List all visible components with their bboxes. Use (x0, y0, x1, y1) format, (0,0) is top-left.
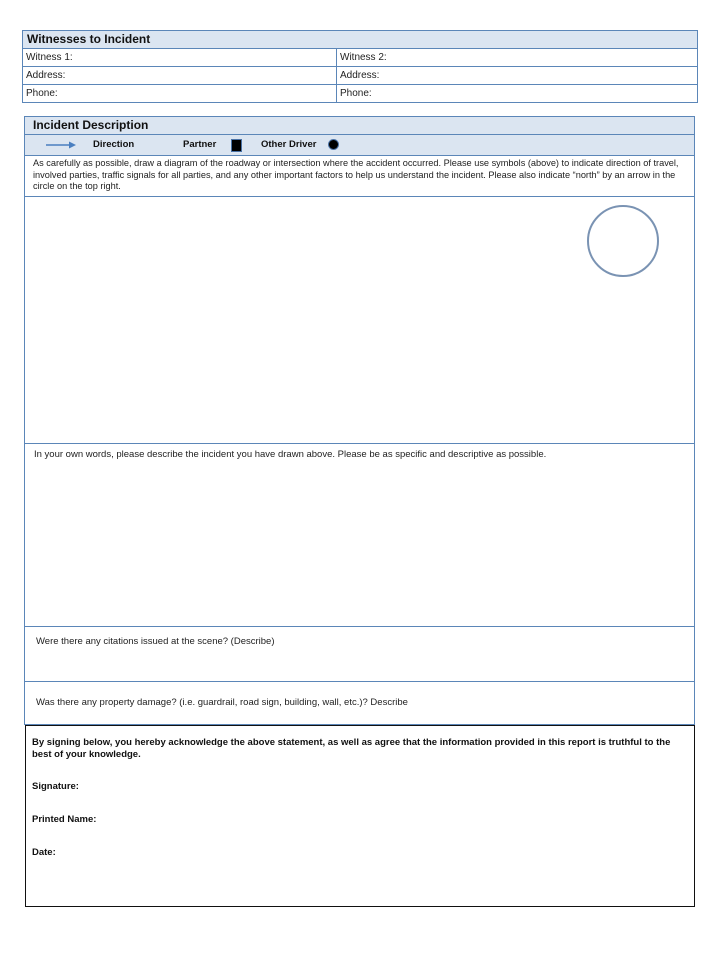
incident-description-section (24, 116, 695, 725)
date-field[interactable]: Date: (32, 847, 56, 858)
witness-name-row (23, 49, 697, 67)
witnesses-section (22, 30, 698, 103)
incident-title: Incident Description (25, 117, 694, 135)
witnesses-title: Witnesses to Incident (23, 31, 697, 49)
witness-address-row (23, 67, 697, 85)
narrative-prompt: In your own words, please describe the incident you have drawn above. Please be as specific and descriptive as possible. (34, 449, 547, 460)
legend-direction-label: Direction (93, 139, 135, 150)
citations-prompt: Were there any citations issued at the scene? (Describe) (36, 636, 275, 647)
witness2-field[interactable]: Witness 2: (340, 52, 387, 63)
diagram-drawing-area[interactable] (25, 197, 694, 444)
witness2-phone-field[interactable]: Phone: (340, 88, 372, 99)
circle-icon (328, 139, 339, 150)
diagram-instructions: As carefully as possible, draw a diagram of the roadway or intersection where the accident occurred. Please use symbols (above) to indicate direction of travel, involved parties, traffic signals for all parties, and any other important factors to help us understand the incident. Please also indicate “north” by an arrow in the circle on the top right. (25, 156, 694, 197)
acknowledgement-text: By signing below, you hereby acknowledge the above statement, as well as agree that the information provided in this report is truthful to the best of your knowledge. (32, 737, 671, 760)
legend-other-driver-label: Other Driver (261, 139, 317, 150)
legend-partner-label: Partner (183, 139, 217, 150)
witness-phone-row (23, 85, 697, 102)
signature-field[interactable]: Signature: (32, 781, 79, 792)
witness1-address-field[interactable]: Address: (23, 67, 337, 84)
witness1-field[interactable]: Witness 1: (23, 49, 337, 66)
property-damage-field[interactable] (25, 682, 694, 727)
square-icon (231, 139, 242, 152)
symbol-legend (25, 135, 694, 156)
damage-prompt: Was there any property damage? (i.e. guardrail, road sign, building, wall, etc.)? Describe (36, 697, 408, 708)
arrow-right-icon (45, 140, 77, 150)
citations-field[interactable] (25, 627, 694, 682)
printed-name-field[interactable]: Printed Name: (32, 814, 97, 825)
witness1-phone-field[interactable]: Phone: (23, 85, 337, 102)
witness2-address-field[interactable]: Address: (340, 70, 380, 81)
signature-section (25, 725, 695, 907)
north-compass-circle[interactable] (587, 205, 659, 277)
incident-narrative-field[interactable] (25, 444, 694, 627)
